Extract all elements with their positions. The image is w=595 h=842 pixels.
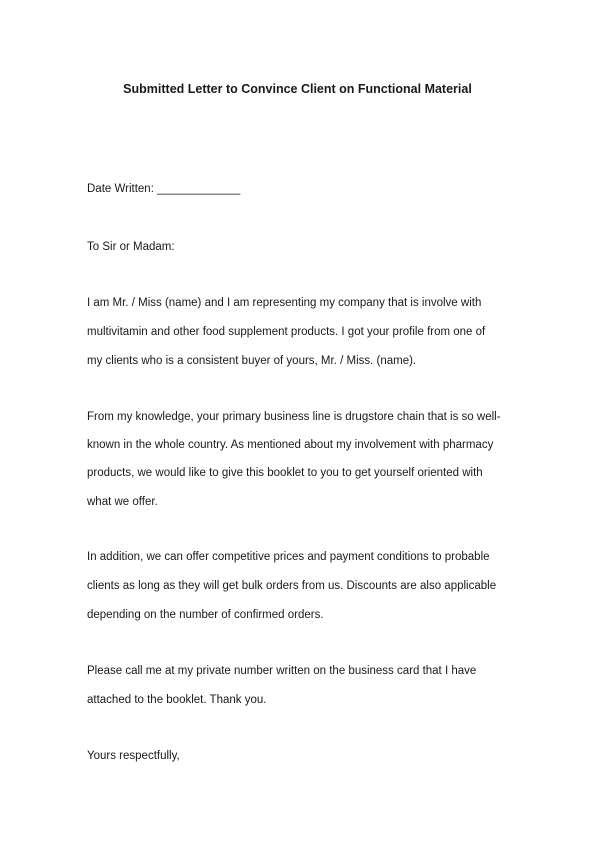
date-line: Date Written: _____________ [87,183,241,195]
paragraph-line: In addition, we can offer competitive prices and payment conditions to probable [87,551,490,563]
paragraph-line: multivitamin and other food supplement products. I got your profile from one of [87,326,486,338]
paragraph-line: depending on the number of confirmed orders. [87,609,324,621]
paragraph-line: what we offer. [87,496,158,508]
closing: Yours respectfully, [87,750,180,762]
paragraph-line: attached to the booklet. Thank you. [87,694,267,706]
paragraph-line: known in the whole country. As mentioned about my involvement with pharmacy [87,439,494,451]
paragraph-line: my clients who is a consistent buyer of yours, Mr. / Miss. (name). [87,355,417,367]
paragraph-line: Please call me at my private number written on the business card that I have [87,665,477,677]
paragraph-line: products, we would like to give this booklet to you to get yourself oriented with [87,467,483,479]
salutation: To Sir or Madam: [87,241,175,253]
paragraph-line: From my knowledge, your primary business line is drugstore chain that is so well- [87,411,501,423]
paragraph-line: clients as long as they will get bulk orders from us. Discounts are also applicable [87,580,497,592]
letter-title: Submitted Letter to Convince Client on Functional Material [123,82,472,96]
paragraph-line: I am Mr. / Miss (name) and I am representing my company that is involve with [87,297,482,309]
